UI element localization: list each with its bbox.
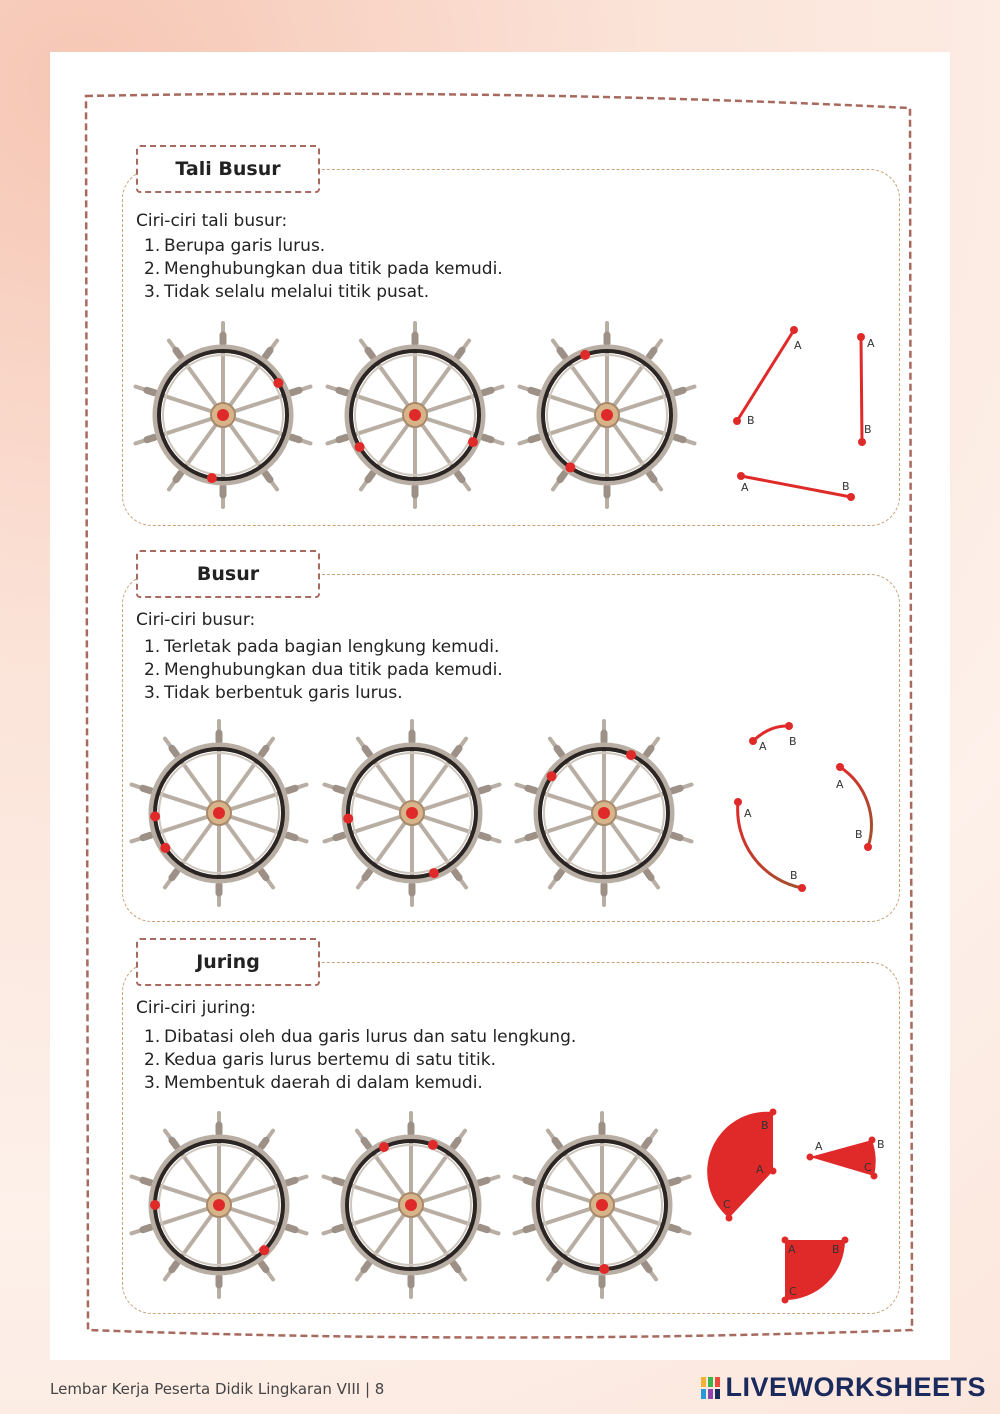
ship-wheel-arc-1 [124, 718, 314, 908]
section-title: Juring [196, 951, 260, 973]
point-label: A [867, 337, 875, 350]
arc-diagram [734, 798, 806, 892]
ship-wheel-chord-2 [320, 320, 510, 510]
section-intro: Ciri-ciri juring: [136, 998, 257, 1018]
point-label: B [790, 869, 798, 882]
point-label: A [794, 339, 802, 352]
section-intro: Ciri-ciri tali busur: [136, 211, 288, 231]
section-title: Busur [196, 563, 260, 585]
point-label: B [855, 828, 863, 841]
point-label: A [836, 778, 844, 791]
point-label: B [789, 735, 797, 748]
ship-wheel-arc-2 [317, 718, 507, 908]
characteristics-list [144, 1026, 576, 1095]
list-item: 2. Menghubungkan dua titik pada kemudi. [144, 259, 503, 279]
sector-diagram [782, 1237, 849, 1304]
section-title-tab [136, 938, 320, 986]
arc-diagram [836, 763, 872, 851]
list-item: 2. Kedua garis lurus bertemu di satu titik. [144, 1050, 497, 1070]
point-label: B [761, 1119, 769, 1132]
ship-wheel-sector-3 [507, 1110, 697, 1300]
point-label: B [877, 1138, 885, 1151]
list-item: 1. Terletak pada bagian lengkung kemudi. [144, 637, 500, 657]
chord-diagram [733, 326, 802, 427]
footer-page-label: Lembar Kerja Peserta Didik Lingkaran VIII | 8 [50, 1380, 385, 1398]
point-label: B [842, 480, 850, 493]
arc-diagrams [720, 715, 890, 905]
sector-diagram [707, 1109, 776, 1222]
liveworksheets-logo-icon [701, 1377, 721, 1399]
section-intro: Ciri-ciri busur: [136, 610, 256, 630]
section-title: Tali Busur [175, 158, 281, 180]
point-label: C [789, 1285, 797, 1298]
sector-diagrams [700, 1105, 890, 1305]
list-item: 3. Tidak berbentuk garis lurus. [144, 683, 403, 703]
point-label: C [864, 1161, 872, 1174]
list-item: 3. Membentuk daerah di dalam kemudi. [144, 1073, 483, 1093]
chord-diagram [857, 333, 875, 446]
ship-wheel-chord-3 [512, 320, 702, 510]
list-item: 2. Menghubungkan dua titik pada kemudi. [144, 660, 503, 680]
point-label: A [744, 807, 752, 820]
arc-diagram [749, 722, 797, 753]
characteristics-list [144, 235, 503, 304]
chord-diagram [737, 472, 855, 501]
brand-name: LIVEWORKSHEETS [725, 1372, 986, 1402]
list-item: 1. Berupa garis lurus. [144, 236, 326, 256]
point-label: B [747, 414, 755, 427]
point-label: A [759, 740, 767, 753]
liveworksheets-brand[interactable] [701, 1372, 986, 1403]
ship-wheel-sector-1 [124, 1110, 314, 1300]
point-label: B [864, 423, 872, 436]
sector-diagram [807, 1137, 885, 1180]
point-label: A [741, 481, 749, 494]
ship-wheel-arc-3 [509, 718, 699, 908]
point-label: A [788, 1243, 796, 1256]
list-item: 3. Tidak selalu melalui titik pusat. [144, 282, 430, 302]
section-title-tab [136, 550, 320, 598]
section-title-tab [136, 145, 320, 193]
point-label: A [815, 1140, 823, 1153]
chord-diagrams [720, 320, 890, 510]
point-label: C [723, 1198, 731, 1211]
point-label: B [832, 1243, 840, 1256]
list-item: 1. Dibatasi oleh dua garis lurus dan satu lengkung. [144, 1027, 577, 1047]
point-label: A [756, 1163, 764, 1176]
ship-wheel-sector-2 [316, 1110, 506, 1300]
ship-wheel-chord-1 [128, 320, 318, 510]
characteristics-list [144, 636, 503, 705]
